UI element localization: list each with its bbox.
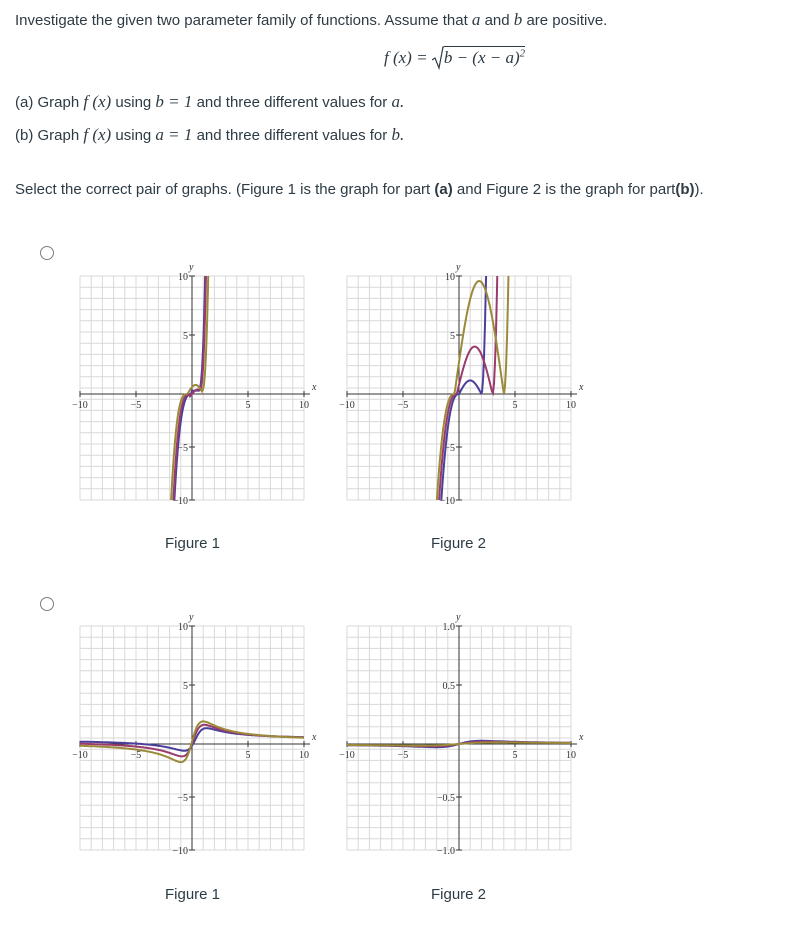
y-tick-label: −5 [177,443,188,454]
y-tick-label: 5 [183,681,188,692]
x-tick-label: −5 [397,750,409,761]
x-tick-label: −10 [339,750,355,761]
y-tick-label: −5 [444,443,455,454]
y-tick-label: 0.5 [442,681,455,692]
y-tick-label: −1.0 [436,846,455,857]
option-2-figure-1-graph [65,608,327,864]
x-tick-label: −10 [72,750,88,761]
option-1-figure-2-label: Figure 2 [431,535,487,552]
x-tick-label: 10 [299,400,309,411]
x-tick-label: 5 [245,750,251,761]
x-tick-label: 10 [299,750,309,761]
y-axis-label: y [456,262,461,273]
function-formula: f $(x) = b - (x - a)^2$ [384,46,525,70]
x-tick-label: −10 [72,400,88,411]
y-axis-label: y [456,612,461,623]
option-1-figure-2-graph [332,258,594,514]
option-1-radio[interactable] [40,246,54,260]
x-axis-label: x [579,382,584,393]
x-tick-label: 10 [566,750,576,761]
y-tick-label: −10 [439,496,455,507]
y-tick-label: −5 [177,793,188,804]
question-intro: Investigate the given two parameter family of functions. Assume that a and b are positive. [15,10,608,29]
x-axis-label: x [579,732,584,743]
y-tick-label: −10 [172,496,188,507]
option-2-radio[interactable] [40,597,54,611]
option-2-figure-1-label: Figure 1 [165,886,221,903]
formula-radicand: $b - (x - a)^2$ [443,47,526,67]
part-b-text: (b) Graph f (x) using a = 1 and three different values for b. [15,125,405,144]
y-tick-label: 1.0 [442,622,455,633]
radical-sign-icon [432,46,444,70]
y-tick-label: 5 [450,331,455,342]
x-tick-label: 5 [245,400,251,411]
option-2-figure-2-graph [332,608,594,864]
y-tick-label: 10 [178,272,188,283]
x-tick-label: 5 [512,400,518,411]
part-a-text: (a) Graph f (x) using b = 1 and three different values for a. [15,92,405,111]
x-axis-label: x [312,732,317,743]
x-tick-label: −5 [130,750,142,761]
option-1-figure-1-graph [65,258,327,514]
option-1-figure-1-label: Figure 1 [165,535,221,552]
y-tick-label: 10 [178,622,188,633]
y-tick-label: −0.5 [436,793,455,804]
x-tick-label: −5 [130,400,142,411]
x-axis-label: x [312,382,317,393]
y-tick-label: 10 [445,272,455,283]
x-tick-label: 10 [566,400,576,411]
x-tick-label: 5 [512,750,518,761]
option-2-figure-2-label: Figure 2 [431,886,487,903]
y-axis-label: y [189,612,194,623]
y-axis-label: y [189,262,194,273]
x-tick-label: −10 [339,400,355,411]
x-tick-label: −5 [397,400,409,411]
instruction-text: Select the correct pair of graphs. (Figure 1 is the graph for part (a) and Figure 2 is the graph for part(b)). [15,181,704,198]
y-tick-label: 5 [183,331,188,342]
y-tick-label: −10 [172,846,188,857]
